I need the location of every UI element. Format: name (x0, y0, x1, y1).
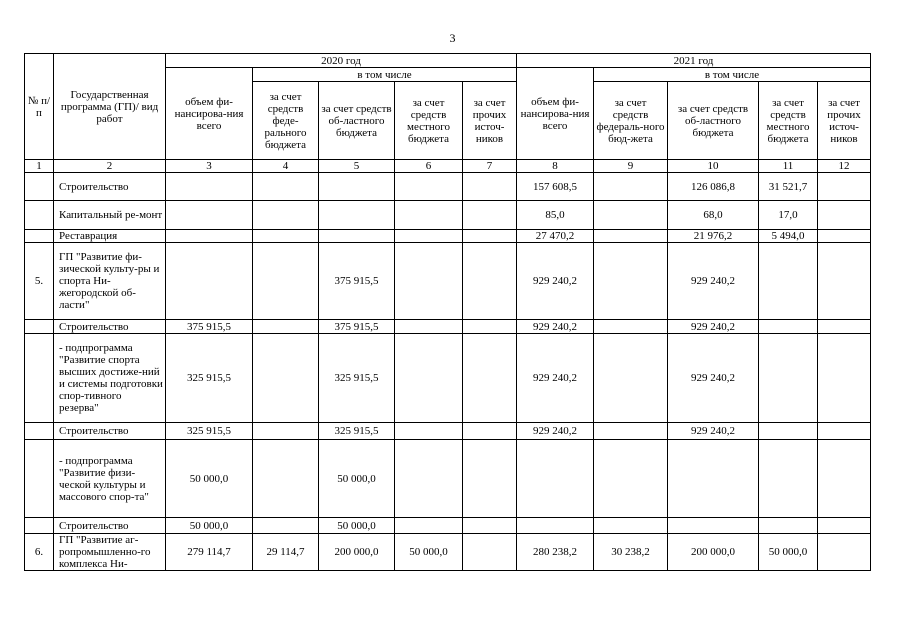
column-numbers-row (25, 160, 871, 173)
cell-c5: 375 915,5 (319, 320, 395, 334)
cell-c12 (818, 201, 871, 230)
cell-c3: 50 000,0 (166, 440, 253, 518)
cell-c12 (818, 440, 871, 518)
cell-c6 (395, 518, 463, 534)
cell-c3: 325 915,5 (166, 423, 253, 440)
cell-c6 (395, 201, 463, 230)
header-incl-2021: в том числе (594, 68, 871, 82)
cell-c8: 157 608,5 (517, 173, 594, 201)
cell-c7 (463, 230, 517, 243)
cell-c4 (253, 334, 319, 423)
cell-c12 (818, 320, 871, 334)
header-total-2020: объем фи-нансирова-ния всего (166, 68, 253, 160)
cell-c10: 21 976,2 (668, 230, 759, 243)
row-number (25, 423, 54, 440)
row-number: 5. (25, 243, 54, 320)
cell-c11 (759, 320, 818, 334)
row-name: Строительство (54, 423, 166, 440)
cell-c9 (594, 320, 668, 334)
cell-c4: 29 114,7 (253, 534, 319, 571)
cell-c8 (517, 518, 594, 534)
cell-c10 (668, 440, 759, 518)
row-number (25, 173, 54, 201)
cell-c4 (253, 320, 319, 334)
row-number (25, 320, 54, 334)
table-row (25, 230, 871, 243)
cell-c8: 280 238,2 (517, 534, 594, 571)
cell-c8: 929 240,2 (517, 243, 594, 320)
table-row (25, 173, 871, 201)
cell-c3 (166, 173, 253, 201)
cell-c10: 929 240,2 (668, 243, 759, 320)
table-row (25, 423, 871, 440)
cell-c9 (594, 440, 668, 518)
cell-c3: 375 915,5 (166, 320, 253, 334)
cell-c8: 85,0 (517, 201, 594, 230)
cell-c6 (395, 243, 463, 320)
cell-c5 (319, 173, 395, 201)
cell-c7 (463, 320, 517, 334)
column-number: 3 (166, 160, 253, 173)
cell-c10 (668, 518, 759, 534)
row-number: 6. (25, 534, 54, 571)
row-name: Строительство (54, 518, 166, 534)
cell-c5: 50 000,0 (319, 518, 395, 534)
header-reg-2020: за счет средств об-ластного бюджета (319, 82, 395, 160)
cell-c11: 17,0 (759, 201, 818, 230)
cell-c12 (818, 230, 871, 243)
cell-c5 (319, 201, 395, 230)
cell-c5: 325 915,5 (319, 334, 395, 423)
cell-c7 (463, 518, 517, 534)
cell-c11 (759, 334, 818, 423)
cell-c9 (594, 334, 668, 423)
cell-c4 (253, 173, 319, 201)
header-col-no: № п/п (25, 54, 54, 160)
cell-c5: 325 915,5 (319, 423, 395, 440)
header-total-2021: объем фи-нансирова-ния всего (517, 68, 594, 160)
cell-c9: 30 238,2 (594, 534, 668, 571)
cell-c8: 929 240,2 (517, 334, 594, 423)
cell-c9 (594, 230, 668, 243)
cell-c6 (395, 173, 463, 201)
cell-c7 (463, 334, 517, 423)
cell-c4 (253, 518, 319, 534)
column-number: 1 (25, 160, 54, 173)
header-fed-2021: за счет средств федераль-ного бюд-жета (594, 82, 668, 160)
cell-c10: 126 086,8 (668, 173, 759, 201)
cell-c5: 375 915,5 (319, 243, 395, 320)
cell-c3 (166, 201, 253, 230)
header-oth-2021: за счет прочих источ-ников (818, 82, 871, 160)
table-body (25, 173, 871, 571)
row-number (25, 518, 54, 534)
table-row (25, 334, 871, 423)
cell-c7 (463, 423, 517, 440)
cell-c10: 929 240,2 (668, 423, 759, 440)
header-col-name: Государственная программа (ГП)/ вид работ (54, 54, 166, 160)
column-number: 2 (54, 160, 166, 173)
cell-c4 (253, 243, 319, 320)
cell-c12 (818, 334, 871, 423)
cell-c3: 279 114,7 (166, 534, 253, 571)
cell-c10: 929 240,2 (668, 320, 759, 334)
column-number: 10 (668, 160, 759, 173)
table-row (25, 243, 871, 320)
table-row (25, 320, 871, 334)
row-number (25, 334, 54, 423)
cell-c7 (463, 201, 517, 230)
cell-c10: 929 240,2 (668, 334, 759, 423)
row-name: Капитальный ре-монт (54, 201, 166, 230)
row-name: Строительство (54, 320, 166, 334)
header-loc-2021: за счет средств местного бюджета (759, 82, 818, 160)
cell-c10: 200 000,0 (668, 534, 759, 571)
cell-c8 (517, 440, 594, 518)
column-number: 9 (594, 160, 668, 173)
cell-c6 (395, 230, 463, 243)
cell-c4 (253, 440, 319, 518)
page-number: 3 (449, 31, 456, 45)
cell-c12 (818, 243, 871, 320)
cell-c4 (253, 423, 319, 440)
row-number (25, 201, 54, 230)
cell-c5: 200 000,0 (319, 534, 395, 571)
cell-c12 (818, 518, 871, 534)
column-number: 5 (319, 160, 395, 173)
cell-c11: 31 521,7 (759, 173, 818, 201)
row-name: ГП "Развитие аг-ропромышленно-го комплекса Ни- (54, 534, 166, 571)
header-year-2020: 2020 год (166, 54, 517, 68)
header-year-2021: 2021 год (517, 54, 871, 68)
cell-c9 (594, 518, 668, 534)
row-number (25, 230, 54, 243)
column-number: 4 (253, 160, 319, 173)
cell-c6 (395, 440, 463, 518)
cell-c3: 325 915,5 (166, 334, 253, 423)
header-fed-2020: за счет средств феде-рального бюджета (253, 82, 319, 160)
cell-c3 (166, 230, 253, 243)
cell-c9 (594, 173, 668, 201)
column-number: 12 (818, 160, 871, 173)
column-number: 7 (463, 160, 517, 173)
row-name: ГП "Развитие фи-зической культу-ры и спорта Ни-жегородской об-ласти" (54, 243, 166, 320)
cell-c8: 929 240,2 (517, 423, 594, 440)
cell-c4 (253, 201, 319, 230)
row-name: Строительство (54, 173, 166, 201)
cell-c7 (463, 534, 517, 571)
row-name: - подпрограмма "Развитие спорта высших достиже-ний и системы подготовки спор-тивного резерва" (54, 334, 166, 423)
cell-c11: 50 000,0 (759, 534, 818, 571)
table-row (25, 534, 871, 571)
row-name: - подпрограмма "Развитие физи-ческой культуры и массового спор-та" (54, 440, 166, 518)
cell-c7 (463, 440, 517, 518)
cell-c9 (594, 201, 668, 230)
cell-c9 (594, 243, 668, 320)
cell-c11 (759, 440, 818, 518)
table-row (25, 440, 871, 518)
cell-c8: 929 240,2 (517, 320, 594, 334)
cell-c11 (759, 243, 818, 320)
cell-c12 (818, 534, 871, 571)
row-name: Реставрация (54, 230, 166, 243)
cell-c12 (818, 173, 871, 201)
header-reg-2021: за счет средств об-ластного бюджета (668, 82, 759, 160)
cell-c9 (594, 423, 668, 440)
cell-c6 (395, 334, 463, 423)
cell-c5: 50 000,0 (319, 440, 395, 518)
header-oth-2020: за счет прочих источ-ников (463, 82, 517, 160)
cell-c12 (818, 423, 871, 440)
cell-c6 (395, 320, 463, 334)
column-number: 6 (395, 160, 463, 173)
column-number: 11 (759, 160, 818, 173)
cell-c7 (463, 243, 517, 320)
header-loc-2020: за счет средств местного бюджета (395, 82, 463, 160)
cell-c3: 50 000,0 (166, 518, 253, 534)
cell-c11 (759, 518, 818, 534)
budget-table (24, 53, 871, 571)
cell-c3 (166, 243, 253, 320)
column-number: 8 (517, 160, 594, 173)
cell-c11: 5 494,0 (759, 230, 818, 243)
table-row (25, 201, 871, 230)
cell-c11 (759, 423, 818, 440)
table-row (25, 518, 871, 534)
cell-c8: 27 470,2 (517, 230, 594, 243)
row-number (25, 440, 54, 518)
header-incl-2020: в том числе (253, 68, 517, 82)
cell-c5 (319, 230, 395, 243)
cell-c7 (463, 173, 517, 201)
cell-c10: 68,0 (668, 201, 759, 230)
cell-c4 (253, 230, 319, 243)
cell-c6 (395, 423, 463, 440)
cell-c6: 50 000,0 (395, 534, 463, 571)
